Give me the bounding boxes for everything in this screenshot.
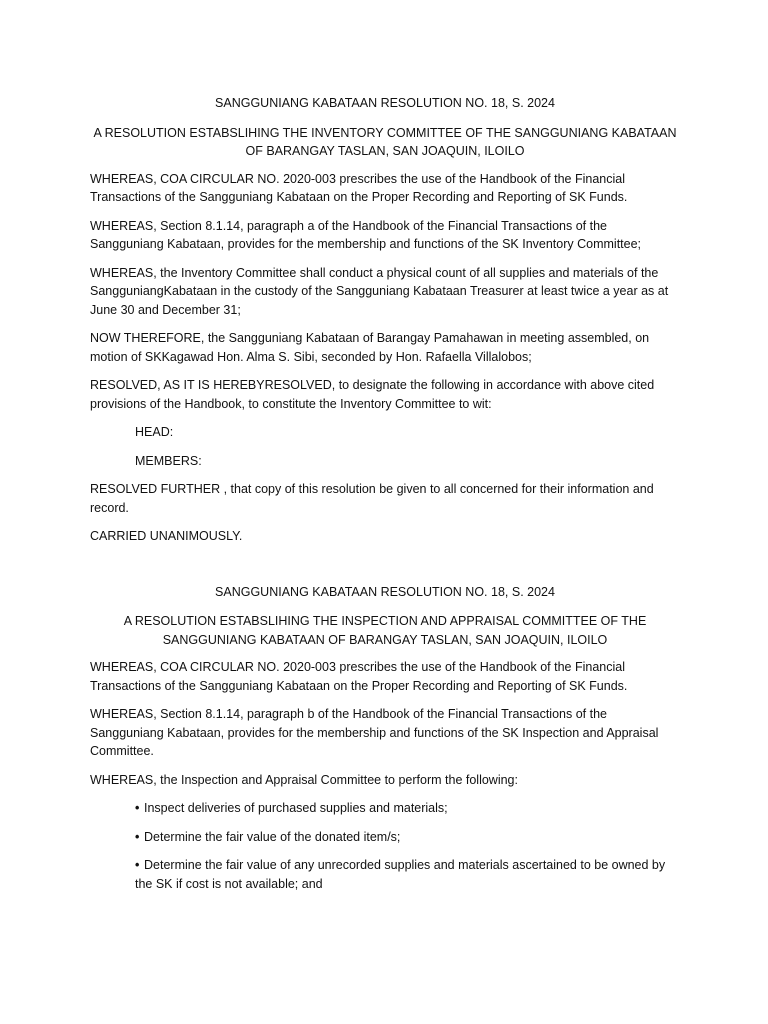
whereas-paragraph: WHEREAS, Section 8.1.14, paragraph b of the Handbook of the Financial Transactions of the Sangguniang Kabataan, provides for the membership and functions of the SK Inspection and Appraisal Committee. xyxy=(90,707,659,758)
list-item-text: Determine the fair value of any unrecorded supplies and materials ascertained to be owned by the SK if cost is not available; and xyxy=(135,858,666,891)
whereas-paragraph: WHEREAS, the Inventory Committee shall conduct a physical count of all supplies and materials of the SangguniangKabataan in the custody of the Sangguniang Kabataan Treasurer at least twice a year as at June 30 and December 31; xyxy=(90,265,669,317)
whereas-paragraph: WHEREAS, COA CIRCULAR NO. 2020-003 prescribes the use of the Handbook of the Financial Transactions of the Sangguniang Kabataan on the Proper Recording and Reporting of SK Funds. xyxy=(90,171,628,204)
list-item-text: Determine the fair value of the donated item/s; xyxy=(144,829,401,844)
resolution-subtitle: A RESOLUTION ESTABSLIHING THE INVENTORY COMMITTEE OF THE SANGGUNIANG KABATAAN OF BARANGAY TASLAN, SAN JOAQUIN, ILOILO xyxy=(93,125,677,158)
resolution-title: SANGGUNIANG KABATAAN RESOLUTION NO. 18, S. 2024 xyxy=(215,584,555,599)
carried-unanimously: CARRIED UNANIMOUSLY. xyxy=(90,529,243,543)
list-item xyxy=(90,828,680,847)
list-item xyxy=(90,799,680,818)
bullet-icon: • xyxy=(135,829,140,844)
resolution-title: SANGGUNIANG KABATAAN RESOLUTION NO. 18, S. 2024 xyxy=(215,96,555,110)
head-label: HEAD: xyxy=(135,425,174,439)
resolved-paragraph: RESOLVED, AS IT IS HEREBYRESOLVED, to designate the following in accordance with above cited provisions of the Handbook, to constitute the Inventory Committee to wit: xyxy=(90,378,655,411)
list-item xyxy=(90,856,680,893)
list-item-text: Inspect deliveries of purchased supplies and materials; xyxy=(144,801,448,815)
bullet-icon: • xyxy=(135,858,140,872)
bullet-icon: • xyxy=(135,801,140,815)
whereas-paragraph: WHEREAS, Section 8.1.14, paragraph a of the Handbook of the Financial Transactions of the Sangguniang Kabataan, provides for the membership and functions of the SK Inventory Committee; xyxy=(90,218,642,251)
now-therefore-paragraph: NOW THEREFORE, the Sangguniang Kabataan of Barangay Pamahawan in meeting assembled, on motion of SKKagawad Hon. Alma S. Sibi, seconded by Hon. Rafaella Villalobos; xyxy=(90,331,650,364)
resolution-inspection-appraisal-committee xyxy=(90,583,680,894)
whereas-paragraph: WHEREAS, the Inspection and Appraisal Committee to perform the following: xyxy=(90,772,518,787)
whereas-paragraph: WHEREAS, COA CIRCULAR NO. 2020-003 prescribes the use of the Handbook of the Financial Transactions of the Sangguniang Kabataan on the Proper Recording and Reporting of SK Funds. xyxy=(90,660,628,693)
resolution-subtitle: A RESOLUTION ESTABSLIHING THE INSPECTION AND APPRAISAL COMMITTEE OF THE SANGGUNIANG KABATAAN OF BARANGAY TASLAN, SAN JOAQUIN, ILOILO xyxy=(123,614,647,647)
members-label: MEMBERS: xyxy=(135,453,202,468)
resolution-inventory-committee xyxy=(90,94,680,546)
resolved-further-paragraph: RESOLVED FURTHER , that copy of this resolution be given to all concerned for their information and record. xyxy=(90,482,654,515)
